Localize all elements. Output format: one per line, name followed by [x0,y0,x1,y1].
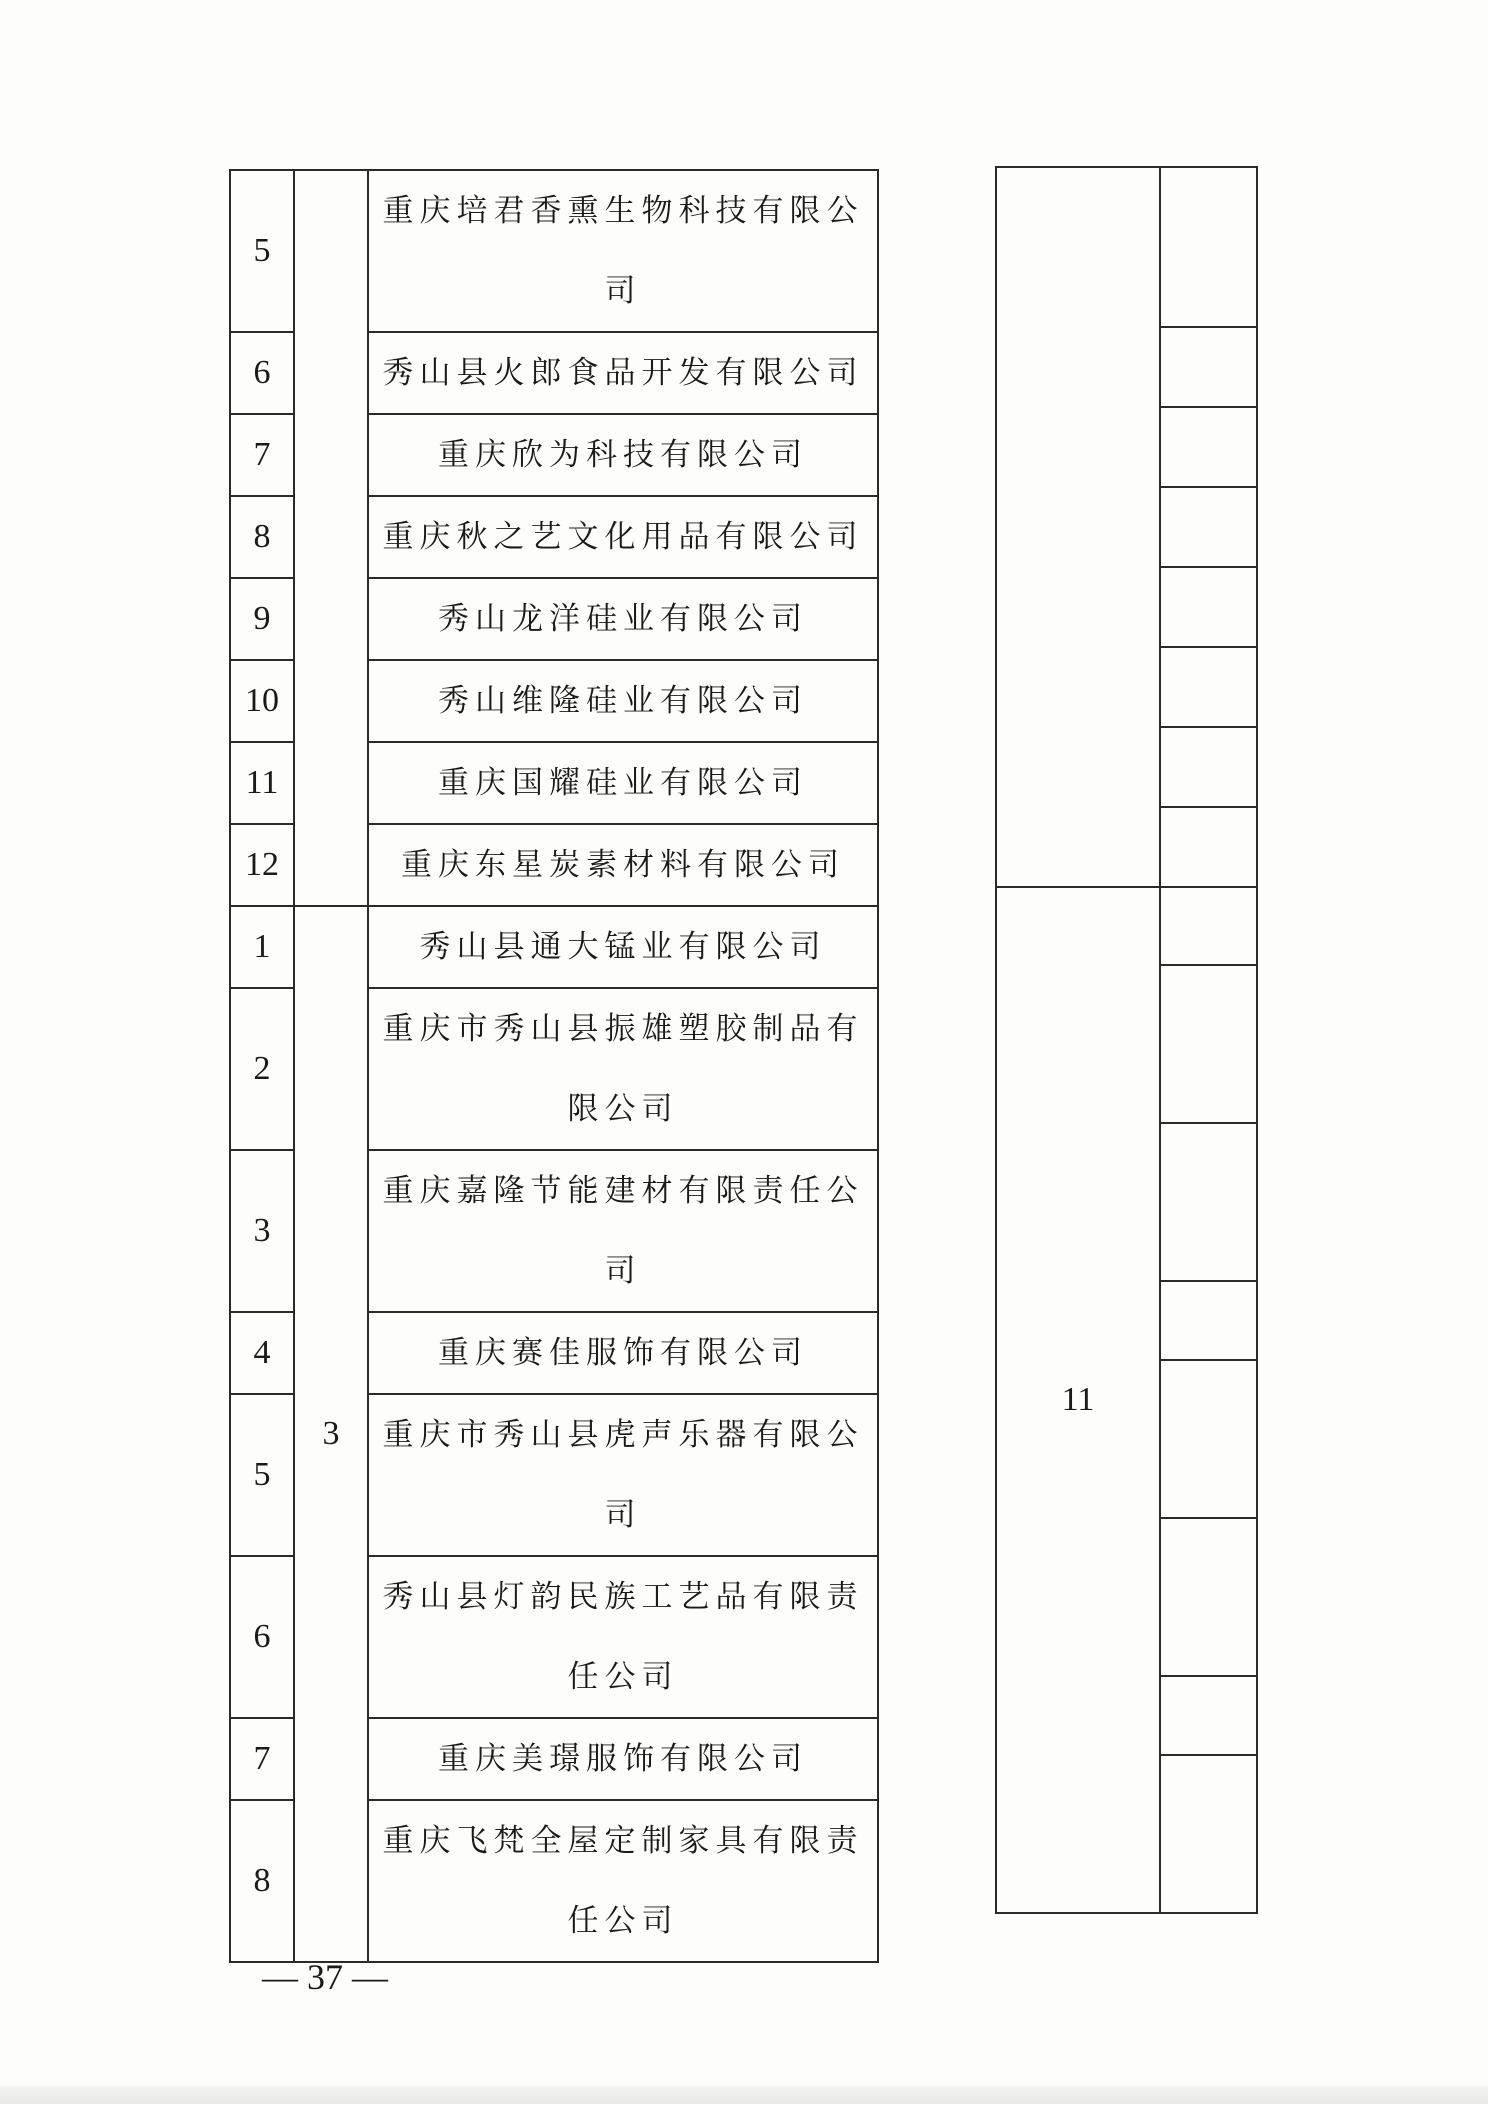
table-row [996,167,1257,327]
row-number: 5 [230,170,294,332]
row-number: 2 [230,988,294,1150]
enterprise-count [996,167,1160,887]
table-row [230,170,878,332]
row-number: 3 [230,1150,294,1312]
count-table [995,166,1258,1914]
blank-cell [1160,327,1257,407]
company-name: 秀山维隆硅业有限公司 [368,660,878,742]
row-number: 4 [230,1312,294,1394]
blank-cell [1160,1518,1257,1676]
row-number: 12 [230,824,294,906]
row-number: 10 [230,660,294,742]
company-name: 重庆市秀山县振雄塑胶制品有限公司 [368,988,878,1150]
page-bottom-edge [0,2086,1488,2104]
company-list-table [229,169,879,1963]
group-number: 3 [294,906,368,1962]
blank-cell [1160,887,1257,965]
row-number: 6 [230,332,294,414]
blank-cell [1160,1676,1257,1755]
company-name: 重庆美璟服饰有限公司 [368,1718,878,1800]
company-name: 秀山县火郎食品开发有限公司 [368,332,878,414]
table-row [230,906,878,988]
blank-cell [1160,567,1257,647]
company-name: 重庆市秀山县虎声乐器有限公司 [368,1394,878,1556]
row-number: 6 [230,1556,294,1718]
company-name: 重庆东星炭素材料有限公司 [368,824,878,906]
row-number: 8 [230,496,294,578]
company-name: 重庆飞梵全屋定制家具有限责任公司 [368,1800,878,1962]
blank-cell [1160,167,1257,327]
row-number: 11 [230,742,294,824]
blank-cell [1160,487,1257,567]
blank-cell [1160,647,1257,727]
page-number: — 37 — [262,1957,388,1997]
row-number: 7 [230,1718,294,1800]
company-name: 秀山县灯韵民族工艺品有限责任公司 [368,1556,878,1718]
blank-cell [1160,1123,1257,1281]
blank-cell [1160,1360,1257,1518]
blank-cell [1160,1755,1257,1913]
group-number [294,170,368,906]
enterprise-count: 11 [996,887,1160,1913]
blank-cell [1160,407,1257,487]
company-name: 秀山县通大锰业有限公司 [368,906,878,988]
blank-cell [1160,1281,1257,1360]
company-name: 重庆赛佳服饰有限公司 [368,1312,878,1394]
company-name: 重庆培君香熏生物科技有限公司 [368,170,878,332]
blank-cell [1160,727,1257,807]
company-name: 秀山龙洋硅业有限公司 [368,578,878,660]
blank-cell [1160,965,1257,1123]
row-number: 5 [230,1394,294,1556]
table-row [996,887,1257,965]
company-name: 重庆欣为科技有限公司 [368,414,878,496]
row-number: 1 [230,906,294,988]
row-number: 8 [230,1800,294,1962]
company-name: 重庆国耀硅业有限公司 [368,742,878,824]
company-name: 重庆嘉隆节能建材有限责任公司 [368,1150,878,1312]
row-number: 7 [230,414,294,496]
row-number: 9 [230,578,294,660]
company-name: 重庆秋之艺文化用品有限公司 [368,496,878,578]
blank-cell [1160,807,1257,887]
